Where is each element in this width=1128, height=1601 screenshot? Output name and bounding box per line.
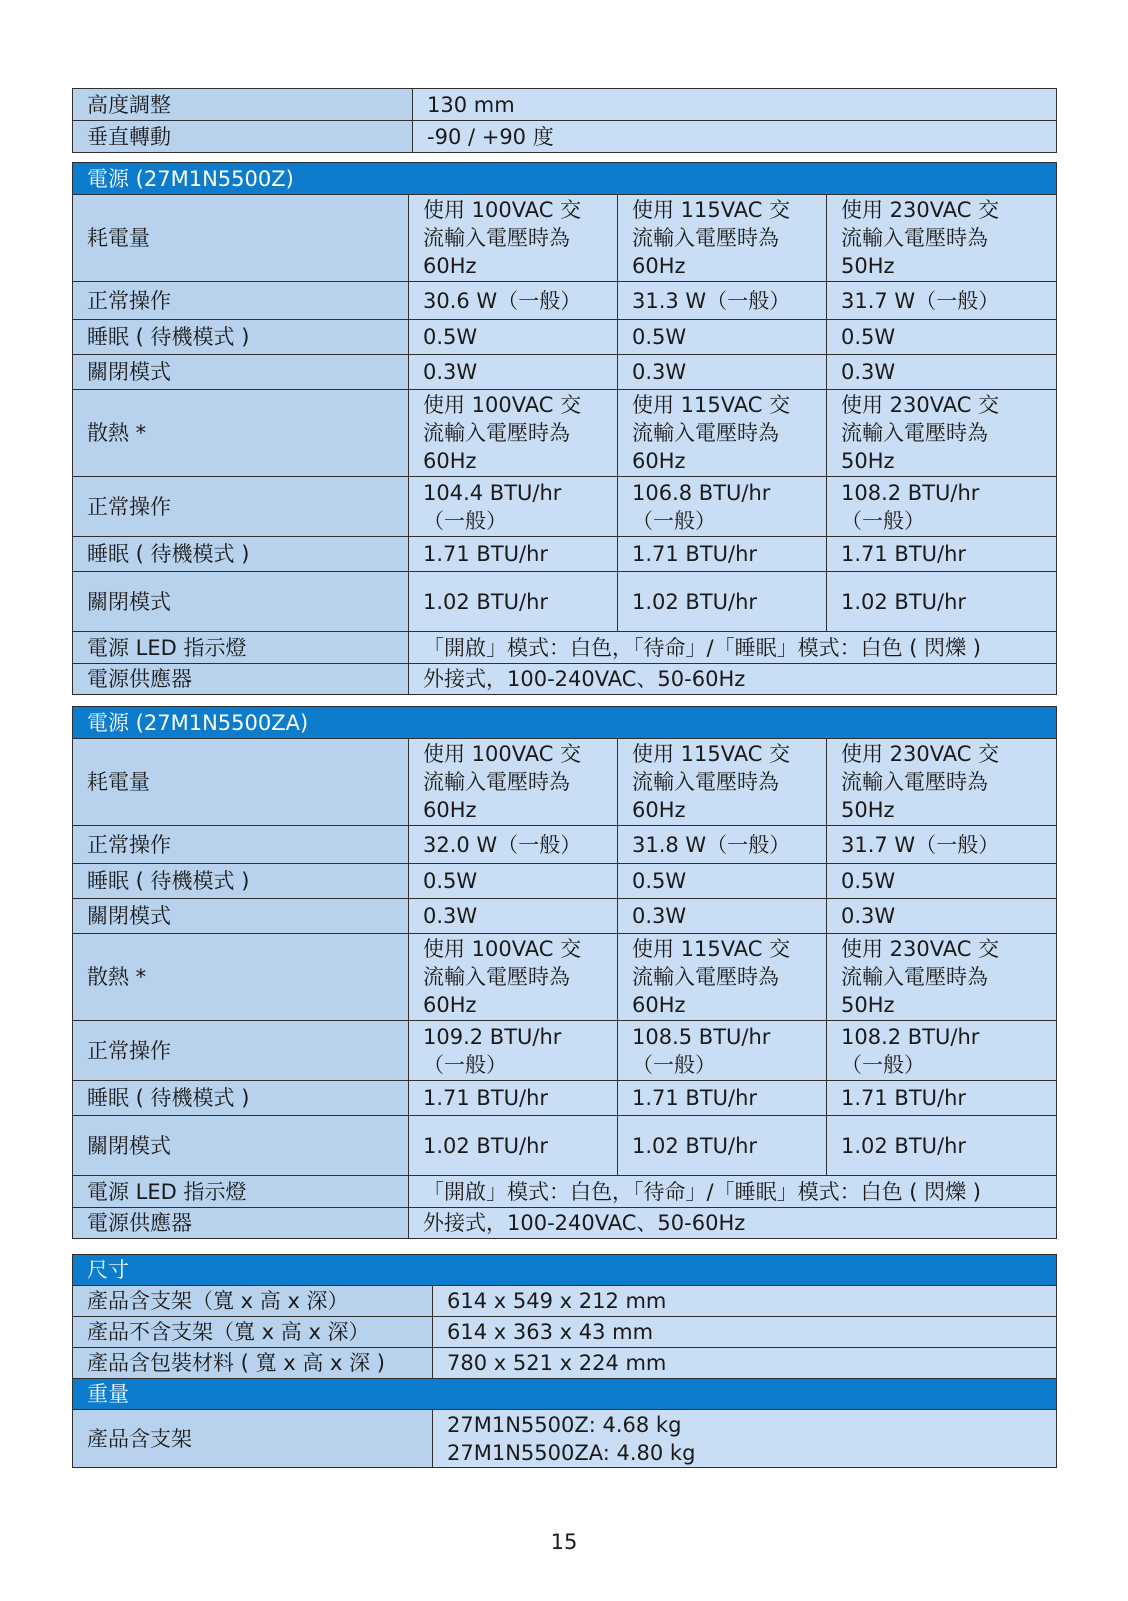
section-title: 電源 (27M1N5500Z): [73, 163, 1057, 195]
pivot-label: 垂直轉動: [73, 121, 413, 153]
row-label: 正常操作: [73, 282, 409, 320]
power-table-z: [72, 162, 1057, 695]
cell-value: 0.3W: [409, 899, 618, 934]
table-row: [73, 1208, 1057, 1239]
cell-value: 30.6 W（一般）: [409, 282, 618, 320]
weight-value: 27M1N5500Z: 4.68 kg 27M1N5500ZA: 4.80 kg: [433, 1410, 1057, 1468]
cell-value: 109.2 BTU/hr （一般）: [409, 1021, 618, 1081]
cell-value: 1.02 BTU/hr: [618, 572, 827, 632]
weight-title: 重量: [73, 1379, 1057, 1410]
cell-value: 使用 230VAC 交 流輸入電壓時為 50Hz: [827, 390, 1057, 477]
cell-value: 使用 115VAC 交 流輸入電壓時為 60Hz: [618, 934, 827, 1021]
weight-label: 產品含支架: [73, 1410, 433, 1468]
cell-value: 使用 100VAC 交 流輸入電壓時為 60Hz: [409, 739, 618, 826]
table-row: [73, 664, 1057, 695]
cell-value: 32.0 W（一般）: [409, 826, 618, 864]
supply-value: 外接式，100-240VAC、50-60Hz: [409, 664, 1057, 695]
table-row: [73, 1081, 1057, 1116]
cell-value: 使用 100VAC 交 流輸入電壓時為 60Hz: [409, 195, 618, 282]
table-row: [73, 572, 1057, 632]
table-row: [73, 739, 1057, 826]
cell-value: 108.2 BTU/hr （一般）: [827, 477, 1057, 537]
table-row: [73, 632, 1057, 664]
cell-value: 0.5W: [827, 864, 1057, 899]
table-row: [73, 537, 1057, 572]
cell-value: 104.4 BTU/hr （一般）: [409, 477, 618, 537]
cell-value: 1.02 BTU/hr: [409, 1116, 618, 1176]
cell-value: 1.71 BTU/hr: [827, 1081, 1057, 1116]
table-row: [73, 390, 1057, 477]
cell-value: 31.7 W（一般）: [827, 282, 1057, 320]
led-value: 「開啟」模式：白色，「待命」/「睡眠」模式：白色 ( 閃爍 ): [409, 1176, 1057, 1208]
dimensions-weight-table: [72, 1254, 1057, 1468]
cell-value: 1.71 BTU/hr: [827, 537, 1057, 572]
table-row: [73, 477, 1057, 537]
cell-value: 1.71 BTU/hr: [409, 1081, 618, 1116]
table-row: [73, 1410, 1057, 1468]
table-row: [73, 320, 1057, 355]
table-row: [73, 934, 1057, 1021]
led-label: 電源 LED 指示燈: [73, 632, 409, 664]
section-title: 電源 (27M1N5500ZA): [73, 707, 1057, 739]
row-label: 正常操作: [73, 826, 409, 864]
cell-value: 31.3 W（一般）: [618, 282, 827, 320]
pivot-value: -90 / +90 度: [413, 121, 1057, 153]
cell-value: 1.02 BTU/hr: [618, 1116, 827, 1176]
cell-value: 1.71 BTU/hr: [618, 537, 827, 572]
table-row: [73, 89, 1057, 121]
table-row: [73, 864, 1057, 899]
cell-value: 使用 115VAC 交 流輸入電壓時為 60Hz: [618, 195, 827, 282]
table-row: [73, 121, 1057, 153]
cell-value: 使用 115VAC 交 流輸入電壓時為 60Hz: [618, 739, 827, 826]
row-label: 關閉模式: [73, 899, 409, 934]
led-label: 電源 LED 指示燈: [73, 1176, 409, 1208]
cell-value: 1.02 BTU/hr: [827, 572, 1057, 632]
cell-value: 1.71 BTU/hr: [618, 1081, 827, 1116]
cell-value: 0.5W: [827, 320, 1057, 355]
cell-value: 0.5W: [409, 864, 618, 899]
row-label: 正常操作: [73, 477, 409, 537]
row-label: 睡眠 ( 待機模式 ): [73, 320, 409, 355]
row-label: 散熱 *: [73, 390, 409, 477]
row-label: 關閉模式: [73, 572, 409, 632]
cell-value: 使用 230VAC 交 流輸入電壓時為 50Hz: [827, 739, 1057, 826]
cell-value: 1.02 BTU/hr: [409, 572, 618, 632]
row-label: 產品不含支架（寬 x 高 x 深）: [73, 1317, 433, 1348]
row-label: 產品含包裝材料 ( 寬 x 高 x 深 ): [73, 1348, 433, 1379]
cell-value: 108.2 BTU/hr （一般）: [827, 1021, 1057, 1081]
table-row: [73, 1317, 1057, 1348]
row-label: 睡眠 ( 待機模式 ): [73, 537, 409, 572]
height-adjust-value: 130 mm: [413, 89, 1057, 121]
power-table-za: [72, 706, 1057, 1239]
cell-value: 1.02 BTU/hr: [827, 1116, 1057, 1176]
cell-value: 使用 115VAC 交 流輸入電壓時為 60Hz: [618, 390, 827, 477]
cell-value: 31.7 W（一般）: [827, 826, 1057, 864]
cell-value: 0.3W: [409, 355, 618, 390]
row-label: 正常操作: [73, 1021, 409, 1081]
height-adjust-label: 高度調整: [73, 89, 413, 121]
table-row: [73, 1021, 1057, 1081]
cell-value: 106.8 BTU/hr （一般）: [618, 477, 827, 537]
cell-value: 0.3W: [618, 899, 827, 934]
table-row: [73, 1176, 1057, 1208]
cell-value: 使用 100VAC 交 流輸入電壓時為 60Hz: [409, 934, 618, 1021]
row-label: 耗電量: [73, 195, 409, 282]
table-row: [73, 1116, 1057, 1176]
supply-label: 電源供應器: [73, 664, 409, 695]
supply-value: 外接式，100-240VAC、50-60Hz: [409, 1208, 1057, 1239]
table-row: [73, 355, 1057, 390]
cell-value: 使用 230VAC 交 流輸入電壓時為 50Hz: [827, 934, 1057, 1021]
cell-value: 780 x 521 x 224 mm: [433, 1348, 1057, 1379]
supply-label: 電源供應器: [73, 1208, 409, 1239]
top-spec-table: [72, 88, 1057, 153]
page-number: 15: [550, 1530, 578, 1554]
cell-value: 0.3W: [827, 355, 1057, 390]
table-row: [73, 899, 1057, 934]
table-row: [73, 826, 1057, 864]
row-label: 產品含支架（寬 x 高 x 深）: [73, 1286, 433, 1317]
cell-value: 614 x 363 x 43 mm: [433, 1317, 1057, 1348]
cell-value: 0.3W: [618, 355, 827, 390]
cell-value: 614 x 549 x 212 mm: [433, 1286, 1057, 1317]
row-label: 關閉模式: [73, 355, 409, 390]
cell-value: 0.5W: [409, 320, 618, 355]
row-label: 睡眠 ( 待機模式 ): [73, 1081, 409, 1116]
led-value: 「開啟」模式：白色，「待命」/「睡眠」模式：白色 ( 閃爍 ): [409, 632, 1057, 664]
table-row: [73, 282, 1057, 320]
cell-value: 使用 100VAC 交 流輸入電壓時為 60Hz: [409, 390, 618, 477]
table-row: [73, 195, 1057, 282]
table-row: [73, 1286, 1057, 1317]
cell-value: 31.8 W（一般）: [618, 826, 827, 864]
cell-value: 1.71 BTU/hr: [409, 537, 618, 572]
table-row: [73, 1348, 1057, 1379]
row-label: 關閉模式: [73, 1116, 409, 1176]
cell-value: 108.5 BTU/hr （一般）: [618, 1021, 827, 1081]
cell-value: 0.3W: [827, 899, 1057, 934]
dimensions-title: 尺寸: [73, 1255, 1057, 1286]
row-label: 耗電量: [73, 739, 409, 826]
row-label: 睡眠 ( 待機模式 ): [73, 864, 409, 899]
cell-value: 0.5W: [618, 320, 827, 355]
row-label: 散熱 *: [73, 934, 409, 1021]
cell-value: 0.5W: [618, 864, 827, 899]
cell-value: 使用 230VAC 交 流輸入電壓時為 50Hz: [827, 195, 1057, 282]
